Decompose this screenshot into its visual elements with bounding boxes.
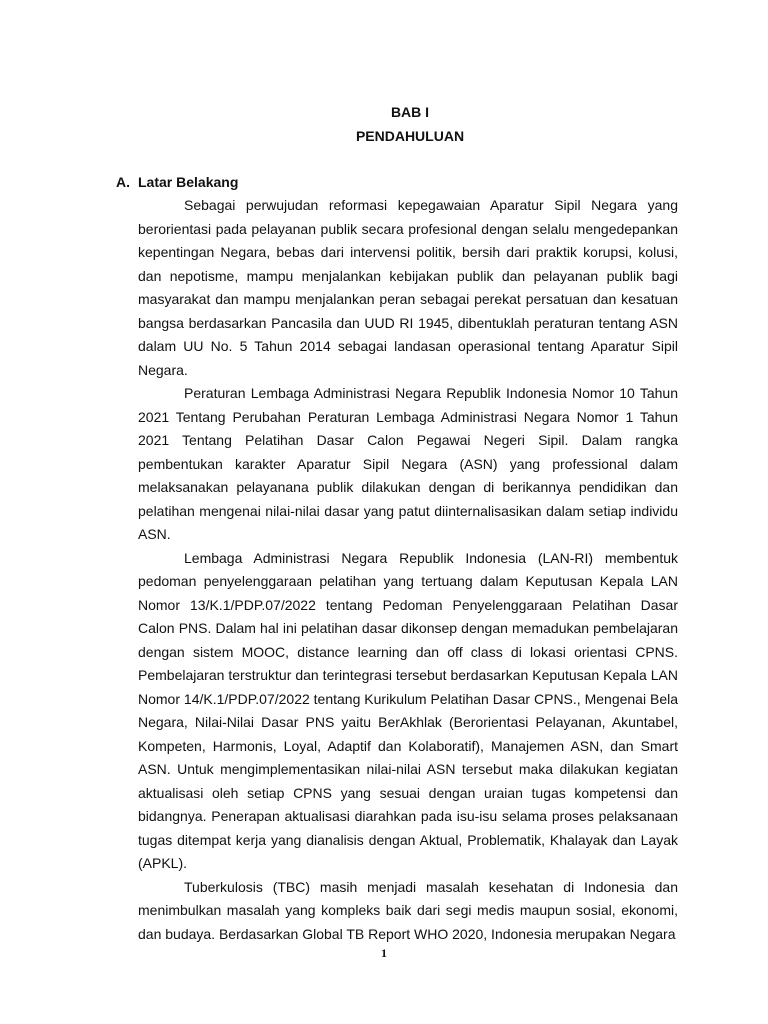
section-body — [138, 194, 678, 946]
section-heading — [116, 170, 678, 194]
paragraph-1: Sebagai perwujudan reformasi kepegawaian Aparatur Sipil Negara yang berorientasi pada pelayanan publik secara profesional dengan selalu mengedepankan kepentingan Negara, bebas dari intervensi politik, bersih dari praktik korupsi, kolusi, dan nepotisme, mampu menjalankan kebijakan publik dan pelayanan publik bagi masyarakat dan mampu menjalankan peran sebagai perekat persatuan dan kesatuan bangsa berdasarkan Pancasila dan UUD RI 1945, dibentuklah peraturan tentang ASN dalam UU No. 5 Tahun 2014 sebagai landasan operasional tentang Aparatur Sipil Negara. — [138, 197, 678, 378]
section-title: Latar Belakang — [138, 174, 239, 190]
section-letter: A. — [116, 174, 130, 190]
paragraph-2: Peraturan Lembaga Administrasi Negara Republik Indonesia Nomor 10 Tahun 2021 Tentang Perubahan Peraturan Lembaga Administrasi Negara Nomor 1 Tahun 2021 Tentang Pelatihan Dasar Calon Pegawai Negeri Sipil. Dalam rangka pembentukan karakter Aparatur Sipil Negara (ASN) yang professional dalam melaksanakan pelayanana publik dilakukan dengan di berikannya pendidikan dan pelatihan mengenai nilai-nilai dasar yang patut diinternalisasikan dalam setiap individu ASN. — [138, 385, 678, 542]
paragraph-4: Tuberkulosis (TBC) masih menjadi masalah kesehatan di Indonesia dan menimbulkan masalah yang kompleks baik dari segi medis maupun sosial, ekonomi, dan budaya. Berdasarkan Global TB Report WHO 2020, Indonesia merupakan Negara — [138, 878, 678, 942]
page-number: 1 — [381, 946, 387, 960]
paragraph-3: Lembaga Administrasi Negara Republik Indonesia (LAN-RI) membentuk pedoman penyelenggaraan pelatihan yang tertuang dalam Keputusan Kepala LAN Nomor 13/K.1/PDP.07/2022 tentang Pedoman Penyelenggaraan Pelatihan Dasar Calon PNS. Dalam hal ini pelatihan dasar dikonsep dengan memadukan pembelajaran dengan sistem MOOC, distance learning dan off class di lokasi orientasi CPNS. Pembelajaran terstruktur dan terintegrasi tersebut berdasarkan Keputusan Kepala LAN Nomor 14/K.1/PDP.07/2022 tentang Kurikulum Pelatihan Dasar CPNS., Mengenai Bela Negara, Nilai-Nilai Dasar PNS yaitu BerAkhlak (Berorientasi Pelayanan, Akuntabel, Kompeten, Harmonis, Loyal, Adaptif dan Kolaboratif), Manajemen ASN, dan Smart ASN. Untuk mengimplementasikan nilai-nilai ASN tersebut maka dilakukan kegiatan aktualisasi oleh setiap CPNS yang sesuai dengan uraian tugas kompetensi dan bidangnya. Penerapan aktualisasi diarahkan pada isu-isu selama proses pelaksanaan tugas ditempat kerja yang dianalisis dengan Aktual, Problematik, Khalayak dan Layak (APKL). — [138, 549, 678, 871]
chapter-number: BAB I — [390, 104, 430, 120]
chapter-title: PENDAHULUAN — [355, 128, 465, 144]
